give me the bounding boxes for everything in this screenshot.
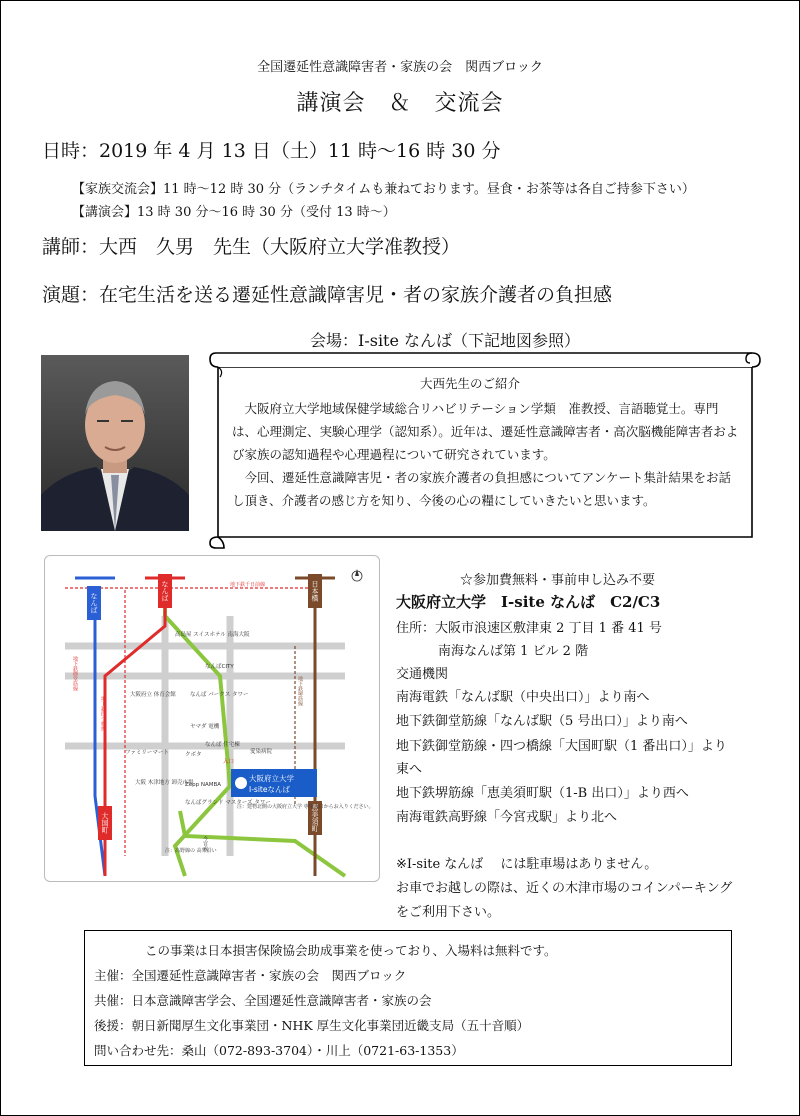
isite-label-2: I-siteなんば — [249, 785, 290, 794]
road-label: 地下鉄四つ橋線 — [100, 696, 106, 731]
station-label: 日本橋 — [311, 580, 319, 602]
schedule-lecture: 【講演会】13 時 30 分～16 時 30 分（受付 13 時～） — [72, 205, 396, 220]
transport-title: 交通機関 — [396, 667, 449, 682]
building-label: なんばグランド マスターズ タワー — [185, 800, 271, 806]
parking-note: ※I-site なんば には駐車場はありません。 — [396, 857, 658, 872]
map-note: 注：建物北側の大阪府立大学 専用入口からお入りください。 — [237, 804, 374, 810]
north-arrow-icon — [352, 569, 362, 581]
parking-advice-cont: をご利用下さい。 — [396, 905, 501, 920]
entrance-label: 入口 — [223, 759, 235, 765]
station-label: なんば — [161, 580, 169, 602]
road-label: 地下鉄御堂筋線 — [72, 656, 78, 691]
supporters: 後援：朝日新聞厚生文化事業団・NHK 厚生文化事業団近畿支局（五十音順） — [94, 1018, 530, 1033]
free-admission: ☆参加費無料・事前申し込み不要 — [460, 573, 656, 588]
map-note-2: 注：高野線の 高架沿い — [165, 848, 217, 854]
building-label: なんばCITY — [205, 664, 234, 670]
address-line-2: 南海なんば第 1 ビル 2 階 — [438, 644, 589, 659]
transport-daikokucho: 地下鉄御堂筋線・四つ橋線「大国町駅（1 番出口）」より — [396, 739, 727, 754]
building-label: 大阪 木津地方 卸売市場 — [135, 780, 194, 786]
lecture-topic: 演題：在宅生活を送る遷延性意識障害児・者の家族介護者の負担感 — [42, 284, 613, 306]
address-line-1: 住所：大阪市浪速区敷津東 2 丁目 1 番 41 号 — [396, 621, 662, 636]
building-label: なんば パークス タワー — [190, 692, 249, 698]
building-label: Zepp NAMBA — [185, 782, 222, 788]
page-title: 講演会 ＆ 交流会 — [296, 91, 504, 116]
imamiya-label: 今宮戎 — [202, 836, 208, 851]
parking-advice: お車でお越しの際は、近くの木津市場のコインパーキング — [396, 881, 733, 896]
building-label: ヤマダ 電機 — [190, 724, 220, 730]
intro-paragraph-2: 今回、遷延性意識障害児・者の家族介護者の負担感についてアンケート集計結果をお話し頂き、介護者の感じ方を知り、今後の心の糧にしていきたいと思います。 — [232, 470, 732, 508]
road-label: 地下鉄堺筋線 — [297, 676, 303, 706]
organizer-header: 全国遷延性意識障害者・家族の会 関西ブロック — [257, 60, 543, 75]
access-map — [44, 555, 380, 882]
schedule-family-exchange: 【家族交流会】11 時～12 時 30 分（ランチタイムも兼ねております。昼食・お茶等は各自ご持参下さい） — [72, 182, 695, 197]
building-label: 愛染病院 — [250, 749, 273, 755]
transport-midosuji-namba: 地下鉄御堂筋線「なんば駅（5 号出口）」より南へ — [396, 714, 688, 729]
event-datetime: 日時：2019 年 4 月 13 日（土）11 時～16 時 30 分 — [42, 140, 501, 162]
building-label: クボタ — [185, 752, 202, 758]
station-label: 恵美須町 — [311, 804, 319, 832]
transport-daikokucho-cont: 東へ — [396, 762, 423, 777]
contact: 問い合わせ先：桑山（072-893-3704）・川上（0721-63-1353） — [94, 1043, 464, 1058]
building-label: なんば 住宅棟 — [205, 742, 240, 748]
campus-name: 大阪府立大学 I-site なんば C2/C3 — [396, 593, 661, 611]
intro-paragraph-1: 大阪府立大学地域保健学域総合リハビリテーション学類 准教授、言語聴覚士。専門は、心理測定、実験心理学（認知系）。近年は、遷延性意識障害者・高次脳機能障害者および家族の認知過程や心理過程について研究されています。 — [232, 401, 739, 462]
transport-ebisucho: 地下鉄堺筋線「恵美須町駅（1-B 出口）」より西へ — [396, 786, 689, 801]
intro-title: 大西先生のご紹介 — [420, 376, 521, 391]
organizer: 主催：全国遷延性意識障害者・家族の会 関西ブロック — [94, 968, 407, 983]
lecturer: 講師：大西 久男 先生（大阪府立大学准教授） — [42, 236, 461, 258]
transport-imamiya: 南海電鉄高野線「今宮戎駅」より北へ — [396, 810, 618, 825]
isite-label-1: 大阪府立大学 — [249, 774, 294, 783]
grant-note: この事業は日本損害保険協会助成事業を使っており、入場料は無料です。 — [145, 943, 557, 958]
co-host: 共催：日本意識障害学会、全国遷延性意識障害者・家族の会 — [94, 993, 432, 1008]
station-label: なんば — [90, 592, 98, 614]
building-label: 大阪府立 体育会館 — [130, 692, 176, 698]
transport-nankai: 南海電鉄「なんば駅（中央出口）」より南へ — [396, 690, 650, 705]
venue: 会場：I-site なんば（下記地図参照） — [310, 331, 581, 350]
building-label: ファミリーマート — [125, 750, 169, 756]
station-label: 大国町 — [101, 812, 109, 834]
lecturer-photo — [41, 355, 189, 531]
building-label: 高島屋 スイスホテル 南海大阪 — [175, 632, 250, 638]
road-label: 地下鉄千日前線 — [230, 582, 266, 588]
